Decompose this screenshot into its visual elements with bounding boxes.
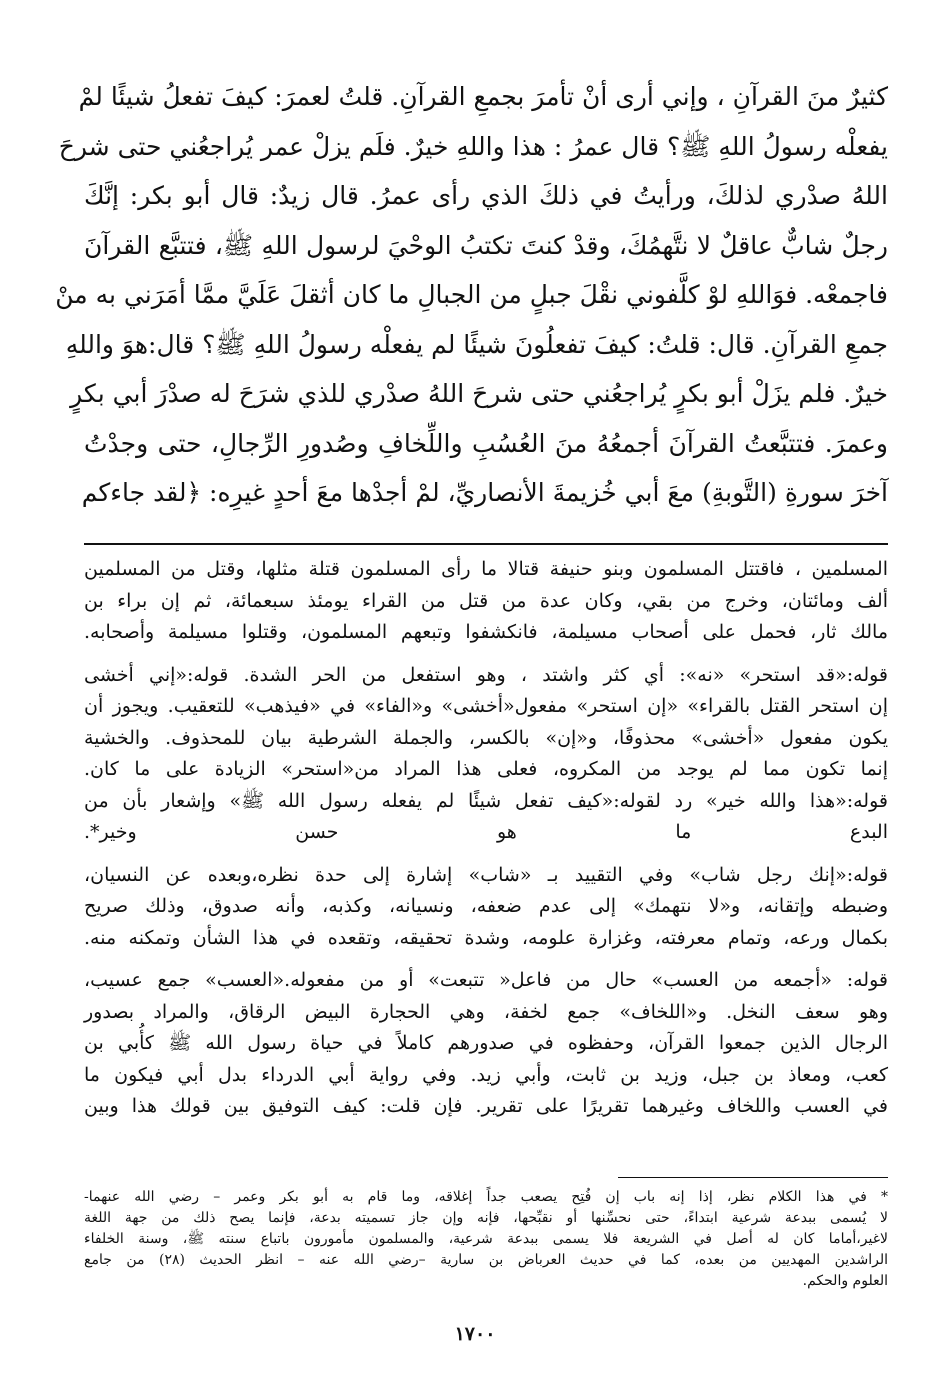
- commentary-line: وهو سعف النخل. و«اللخاف» جمع لخفة، وهي الحجارة البيض الرقاق، والمراد بصدور: [84, 1000, 888, 1023]
- commentary-line: في العسب واللخاف وغيرهما تقريرًا على تقرير. فإن قلت: كيف التوفيق بين قولك هذا وبين: [84, 1095, 888, 1117]
- commentary-line: قوله:«قد استحر» «نه»: أي كثر واشتد ، وهو استفعل من الحر الشدة. قوله:«إني أخشى: [84, 663, 888, 686]
- commentary-line: إنما تكون مما لم يوجد من المكروه، فعلى هذا المراد من«استحر» الزيادة على ما كان.: [84, 758, 888, 780]
- commentary-line: الرجال الذين جمعوا القرآن، وحفظوه في صدورهم كاملاً في حياة رسول الله ﷺ كأُبي بن: [84, 1032, 888, 1054]
- hadith-main-text: [55, 72, 888, 518]
- main-text-line: رجلٌ شابٌّ عاقلٌ لا نتَّهمُكَ، وقدْ كنتَ تكتبُ الوحْيَ لرسول اللهِ ﷺ، فتتبَّع القرآنَ: [84, 230, 888, 260]
- footnote-line: * في هذا الكلام نظر، إذا إنه باب إن فُتِح يصعب جداً إغلاقه، وما قام به أبو بكر وعمر – رضي الله عنهما-: [84, 1189, 888, 1205]
- commentary-section: [84, 554, 888, 1123]
- commentary-line: المسلمين ، فاقتتل المسلمون وبنو حنيفة قتالا ما رأى المسلمون قتلة مثلها، وقتل من المسلمين: [84, 558, 888, 580]
- main-text-line: خيرٌ. فلم يزَلْ أبو بكرٍ يُراجعُني حتى شرحَ اللهُ صدْري للذي شرَحَ له صدْرَ أبي بكرٍ: [70, 379, 888, 408]
- footnote-line: الراشدين المهديين من بعده، كما في حديث العرباض بن سارية –رضي الله عنه – انظر الحديث (٢٨) من جامع: [84, 1252, 889, 1268]
- commentary-paragraph: [84, 660, 888, 849]
- footnote-line: العلوم والحكم.: [802, 1273, 888, 1289]
- commentary-paragraph: [84, 965, 888, 1123]
- commentary-separator: [84, 543, 888, 545]
- commentary-line: بكمال ورعه، وتمام معرفته، وغزارة علومه، وشدة تحقيقه، وتقعده في هذا الشأن وتمكنه منه.: [84, 926, 888, 949]
- main-text-line: فاجمعْه. فوَاللهِ لوْ كلَّفوني نقْلَ جبلٍ من الجبالِ ما كان أثقلَ عَلَيَّ ممَّا أمَرَني به منْ: [55, 280, 888, 309]
- commentary-line: قوله:«إنك رجل شاب» وفي التقييد بـ «شاب» إشارة إلى حدة نظره،وبعده عن النسيان،: [84, 863, 888, 886]
- main-text-line: كثيرٌ منَ القرآنِ ، وإني أرى أنْ تأمرَ بجمعِ القرآنِ. قلتُ لعمرَ: كيفَ تفعلُ شيئًا لمْ: [78, 82, 888, 111]
- commentary-line: كعب، ومعاذ بن جبل، وزيد بن ثابت، وأبي زيد. وفي رواية أبي الدرداء بدل أبي فيكون ما: [84, 1063, 888, 1086]
- main-text-line: آخرَ سورةِ (التَّوبةِ) معَ أبي خُزيمةَ الأنصاريِّ، لمْ أجدْها معَ أحدٍ غيرِه: ﴿لقد جاءكم: [81, 478, 888, 507]
- main-text-line: جمعِ القرآنِ. قال: قلتُ: كيفَ تفعلُونَ شيئًا لم يفعلْه رسولُ اللهِ ﷺ؟ قال:هوَ واللهِ: [65, 329, 888, 359]
- commentary-line: البدع ما هو حسن وخير*.: [84, 821, 888, 843]
- commentary-line: يكون مفعول «أخشى» محذوفًا، و«إن» بالكسر، والجملة الشرطية بيان للمحذوف. والخشية: [84, 726, 888, 749]
- main-text-line: يفعلْه رسولُ اللهِ ﷺ؟ قال عمرُ : هذا واللهِ خيرٌ. فلَم يزلْ عمر يُراجعُني حتى شرحَ: [58, 131, 888, 161]
- commentary-line: قوله:«هذا والله خير» رد لقوله:«كيف تفعل شيئًا لم يفعله رسول الله ﷺ» وإشعار بأن من: [84, 789, 888, 812]
- commentary-line: وضبطه وإتقانه، و«لا نتهمك» إلى عدم ضعفه، ونسيانه، وكذبه، وأنه صدوق، وذلك صريح: [84, 895, 888, 917]
- footnote-separator: [618, 1177, 888, 1178]
- commentary-line: مالك ثار، فحمل على أصحاب مسيلمة، فانكشفوا وتبعهم المسلمون، وقتلوا مسيلمة وأصحابه.: [84, 621, 888, 643]
- footnote-line: لاغير،أماما كان له أصل في الشريعة فلا يسمى ببدعة شرعية، والمسلمون مأمورون باتباع سنته ﷺ، وسنة الخلفاء: [84, 1231, 888, 1247]
- commentary-paragraph: [84, 554, 888, 649]
- main-text-line: وعمرَ. فتتبَّعتُ القرآنَ أجمعُهُ منَ العُسُبِ واللِّخافِ وصُدورِ الرِّجالِ، حتى وجدْتُ: [84, 428, 888, 458]
- commentary-paragraph: [84, 860, 888, 955]
- commentary-line: ألف ومائتان، وخرج من بقي، وكان عدة من قتل من القراء يومئذ سبعمائة، ثم إن براء بن: [84, 589, 888, 612]
- footnote-line: لا يُسمى ببدعة شرعية ابتداءً، حتى نحسِّنها أو نقبِّحها، فإنه وإن جاز تسميته بدعة، فإنما يصح ذلك من جهة اللغة: [84, 1210, 888, 1226]
- main-text-line: اللهُ صدْري لذلكَ، ورأيتُ في ذلكَ الذي رأى عمرُ. قال زيدٌ: قال أبو بكر: إنَّكَ: [84, 181, 888, 210]
- footnote: [84, 1187, 888, 1292]
- commentary-line: إن استحر القتل بالقراء» «إن استحر» مفعول«أخشى» و«الفاء» في «فيذهب» للتعقيب. ويجوز أن: [84, 695, 888, 717]
- commentary-line: قوله: «أجمعه من العسب» حال من فاعل« تتبعت» أو من مفعوله.«العسب» جمع عسيب،: [84, 969, 888, 991]
- page-number: ١٧٠٠: [454, 1323, 496, 1345]
